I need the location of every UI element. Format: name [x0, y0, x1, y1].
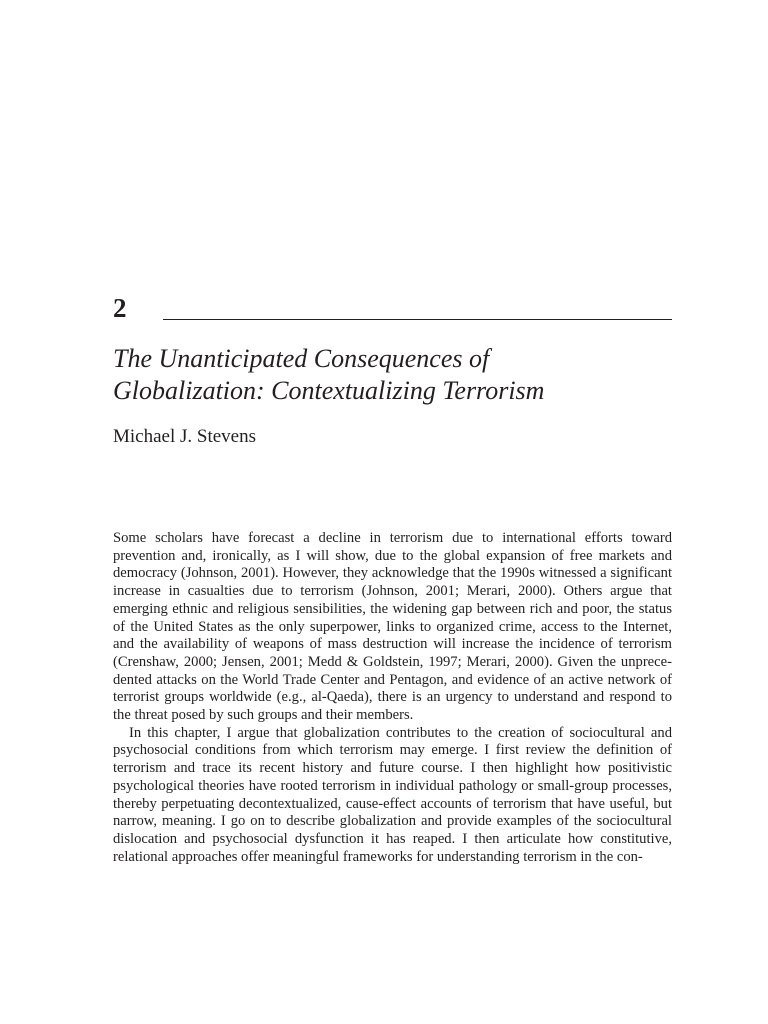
chapter-body	[113, 530, 672, 866]
chapter-number: 2	[113, 293, 127, 323]
chapter-rule	[163, 319, 672, 320]
chapter-title-line-2: Globalization: Contextualizing Terrorism	[113, 376, 545, 405]
chapter-heading	[113, 292, 672, 324]
body-paragraph-1: Some scholars have forecast a decline in terrorism due to international efforts toward prevention and, ironically, as I will show, due to the global expansion of free markets and democracy (Johnson, 2001). However, they acknowledge that the 1990s witnessed a significant increase in casualties due to terrorism (Johnson, 2001; Merari, 2000). Others argue that emerging ethnic and religious sensibilities, the widening gap between rich and poor, the status of the United States as the only superpower, links to organized crime, access to the Internet, and the availability of weapons of mass destruction will increase the incidence of terrorism (Crenshaw, 2000; Jensen, 2001; Medd & Goldstein, 1997; Merari, 2000). Given the unprecedented attacks on the World Trade Center and Pentagon, and evidence of an active network of terrorist groups worldwide (e.g., al-Qaeda), there is an urgency to understand and respond to the threat posed by such groups and their members.	[113, 530, 672, 724]
chapter-title	[113, 343, 693, 407]
chapter-title-line-1: The Unanticipated Consequences of	[113, 344, 490, 373]
chapter-author: Michael J. Stevens	[113, 426, 257, 447]
body-paragraph-2: In this chapter, I argue that globalization contributes to the creation of sociocultural and psychosocial conditions from which terrorism may emerge. I first review the definition of terrorism and trace its recent history and future course. I then highlight how positivistic psychological theories have rooted terrorism in individual pathology or small-group processes, thereby perpetuating decontextualized, cause-effect accounts of terrorism that have useful, but narrow, meaning. I go on to describe globalization and provide examples of the sociocultural dislocation and psychosocial dysfunction it has reaped. I then articulate how constitutive, relational approaches offer meaningful frameworks for understanding terrorism in the con-	[113, 724, 672, 865]
